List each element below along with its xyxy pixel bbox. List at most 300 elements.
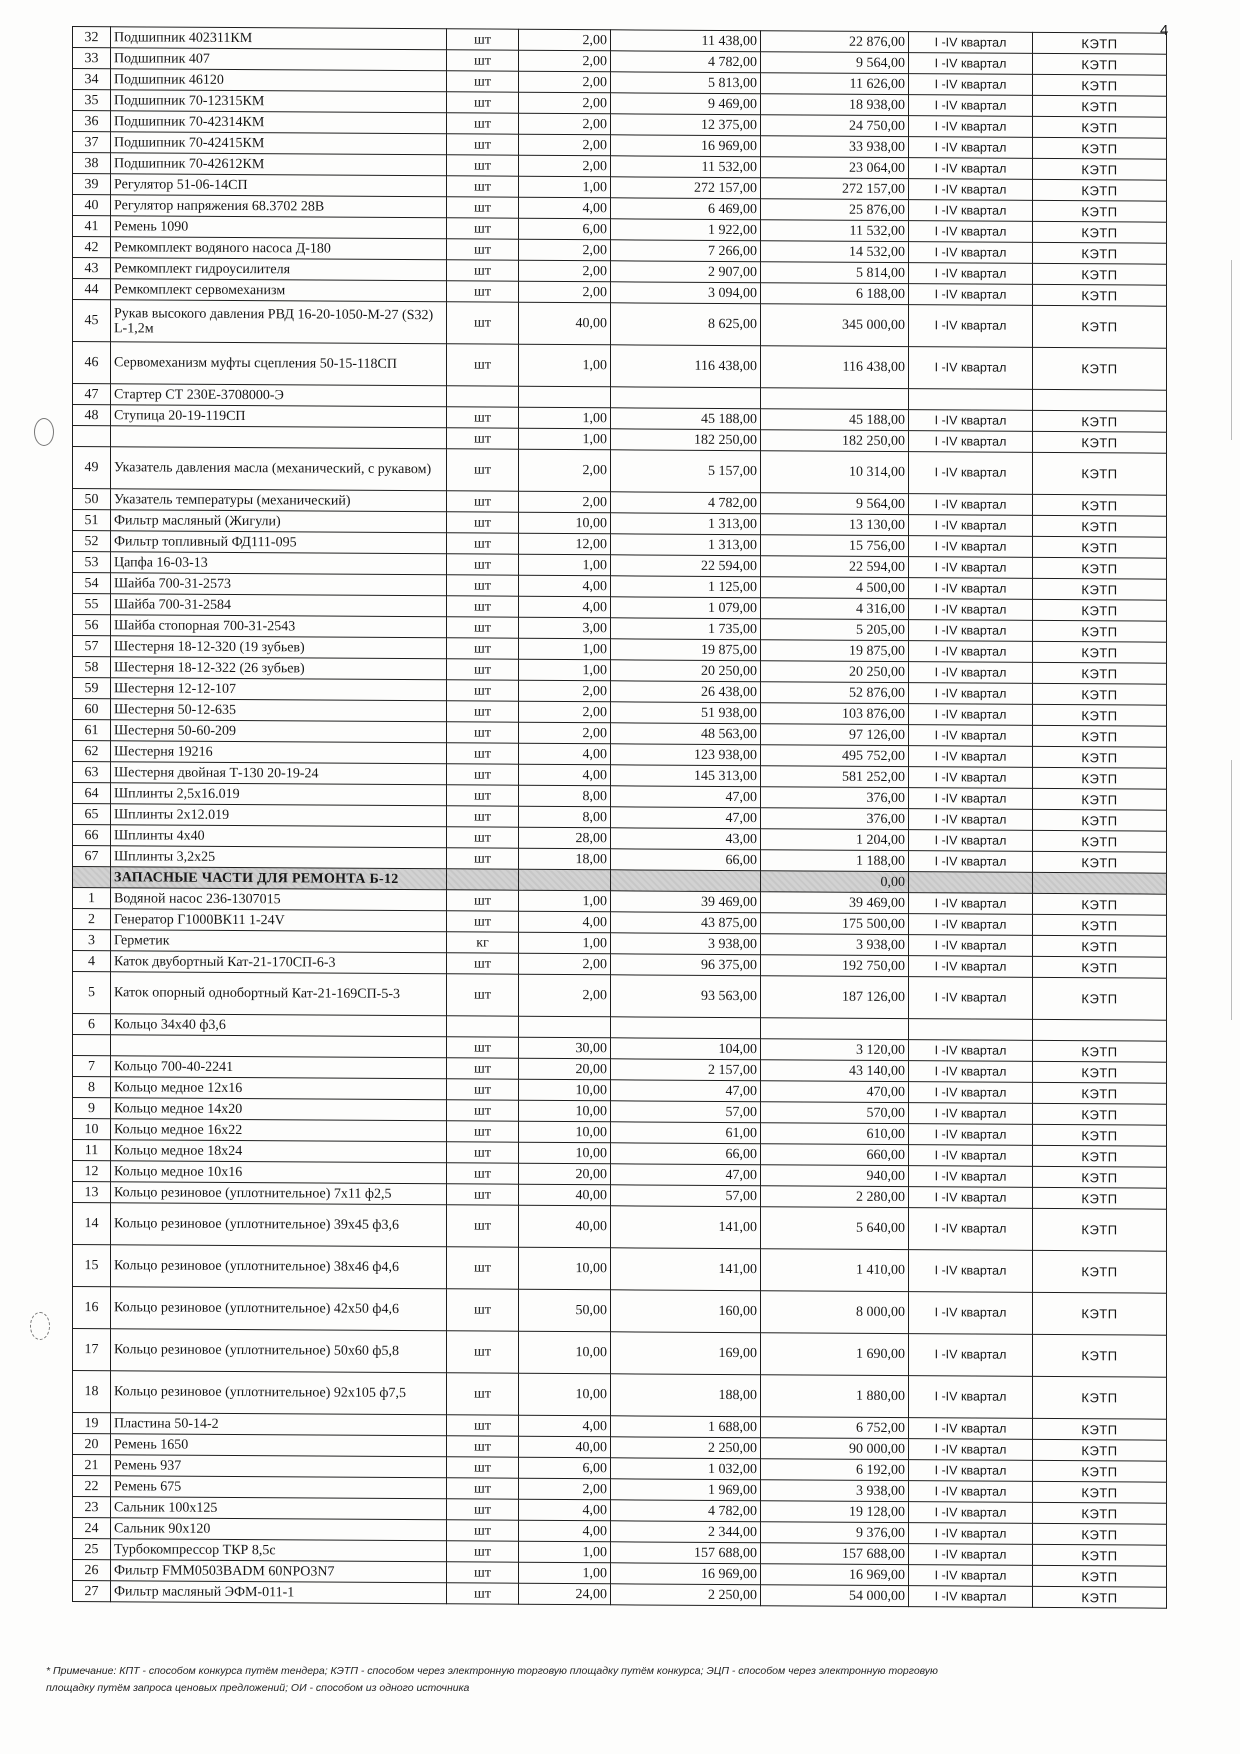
quantity-cell: 6,00 xyxy=(519,1457,611,1479)
row-number-cell: 55 xyxy=(73,594,111,615)
total-amount-cell: 90 000,00 xyxy=(761,1438,909,1460)
quantity-cell: 3,00 xyxy=(519,617,611,639)
quantity-cell: 10,00 xyxy=(519,1373,611,1416)
item-name-cell: Фильтр топливный ФД111-095 xyxy=(111,531,447,554)
delivery-period-cell: I -IV квартал xyxy=(909,1460,1033,1482)
quantity-cell: 20,00 xyxy=(519,1058,611,1080)
item-name-cell: Пластина 50-14-2 xyxy=(111,1413,447,1436)
row-number-cell: 41 xyxy=(73,216,111,237)
unit-price-cell: 51 938,00 xyxy=(611,702,761,724)
delivery-period-cell: I -IV квартал xyxy=(909,914,1033,936)
procurement-table-sheet xyxy=(72,26,1166,1609)
procurement-method-cell: КЭТП xyxy=(1033,284,1167,306)
total-amount-cell: 175 500,00 xyxy=(761,913,909,935)
quantity-cell: 10,00 xyxy=(519,1121,611,1143)
delivery-period-cell: I -IV квартал xyxy=(909,284,1033,306)
unit-price-cell: 45 188,00 xyxy=(611,408,761,430)
total-amount-cell: 45 188,00 xyxy=(761,409,909,431)
quantity-cell: 2,00 xyxy=(519,680,611,702)
total-amount-cell: 97 126,00 xyxy=(761,724,909,746)
row-number-cell: 65 xyxy=(73,804,111,825)
unit-price-cell: 160,00 xyxy=(611,1290,761,1333)
procurement-method-cell: КЭТП xyxy=(1033,1292,1167,1335)
row-number-cell: 34 xyxy=(73,69,111,90)
row-number-cell: 40 xyxy=(73,195,111,216)
total-amount-cell: 3 120,00 xyxy=(761,1039,909,1061)
item-name-cell: Шестерня 18-12-320 (19 зубьев) xyxy=(111,636,447,659)
total-amount-cell: 116 438,00 xyxy=(761,346,909,389)
row-number-cell: 44 xyxy=(73,279,111,300)
delivery-period-cell: I -IV квартал xyxy=(909,893,1033,915)
unit-cell: шт xyxy=(447,953,519,974)
item-name-cell: Турбокомпрессор ТКР 8,5с xyxy=(111,1539,447,1562)
delivery-period-cell: I -IV квартал xyxy=(909,242,1033,264)
unit-cell: шт xyxy=(447,1142,519,1163)
procurement-method-cell: КЭТП xyxy=(1033,641,1167,663)
row-number-cell: 63 xyxy=(73,762,111,783)
item-name-cell: Сервомеханизм муфты сцепления 50-15-118СП xyxy=(111,342,447,386)
unit-price-cell: 1 922,00 xyxy=(611,219,761,241)
delivery-period-cell xyxy=(909,389,1033,411)
item-name-cell: Фильтр FMM0503BADM 60NPO3N7 xyxy=(111,1560,447,1583)
unit-cell: шт xyxy=(447,449,519,491)
unit-cell: шт xyxy=(447,617,519,638)
delivery-period-cell: I -IV квартал xyxy=(909,662,1033,684)
unit-cell: шт xyxy=(447,134,519,155)
total-amount-cell: 4 500,00 xyxy=(761,577,909,599)
procurement-method-cell: КЭТП xyxy=(1033,809,1167,831)
delivery-period-cell: I -IV квартал xyxy=(909,620,1033,642)
delivery-period-cell: I -IV квартал xyxy=(909,956,1033,978)
item-name-cell: Фильтр масляный (Жигули) xyxy=(111,510,447,533)
row-number-cell: 4 xyxy=(73,951,111,972)
total-amount-cell: 11 626,00 xyxy=(761,73,909,95)
unit-cell: шт xyxy=(447,1457,519,1478)
delivery-period-cell: I -IV квартал xyxy=(909,1565,1033,1587)
delivery-period-cell: I -IV квартал xyxy=(909,410,1033,432)
total-amount-cell: 192 750,00 xyxy=(761,955,909,977)
quantity-cell: 4,00 xyxy=(519,743,611,765)
total-amount-cell: 14 532,00 xyxy=(761,241,909,263)
procurement-method-cell: КЭТП xyxy=(1033,725,1167,747)
row-number-cell: 26 xyxy=(73,1560,111,1581)
delivery-period-cell: I -IV квартал xyxy=(909,1166,1033,1188)
item-name-cell: Указатель температуры (механический) xyxy=(111,489,447,512)
unit-cell: шт xyxy=(447,50,519,71)
unit-price-cell: 8 625,00 xyxy=(611,303,761,346)
total-amount-cell: 570,00 xyxy=(761,1102,909,1124)
delivery-period-cell: I -IV квартал xyxy=(909,263,1033,285)
unit-cell: шт xyxy=(447,1163,519,1184)
delivery-period-cell: I -IV квартал xyxy=(909,977,1033,1020)
unit-cell: шт xyxy=(447,344,519,386)
unit-price-cell: 1 735,00 xyxy=(611,618,761,640)
quantity-cell: 4,00 xyxy=(519,1415,611,1437)
total-amount-cell: 52 876,00 xyxy=(761,682,909,704)
quantity-cell: 2,00 xyxy=(519,113,611,135)
quantity-cell: 4,00 xyxy=(519,575,611,597)
procurement-method-cell: КЭТП xyxy=(1033,1040,1167,1062)
punch-hole-mark xyxy=(30,1312,50,1340)
unit-price-cell: 47,00 xyxy=(611,1164,761,1186)
procurement-method-cell: КЭТП xyxy=(1033,1145,1167,1167)
unit-price-cell: 26 438,00 xyxy=(611,681,761,703)
item-name-cell: Шестерня 19216 xyxy=(111,741,447,764)
quantity-cell: 4,00 xyxy=(519,197,611,219)
item-name-cell: Каток двубортный Кат-21-170СП-6-3 xyxy=(111,951,447,974)
delivery-period-cell: I -IV квартал xyxy=(909,746,1033,768)
unit-cell: шт xyxy=(447,428,519,449)
punch-hole-mark xyxy=(34,418,54,446)
row-number-cell: 18 xyxy=(73,1371,111,1413)
item-name-cell: Шплинты 4х40 xyxy=(111,825,447,848)
procurement-method-cell xyxy=(1033,872,1167,894)
unit-cell: шт xyxy=(447,1499,519,1520)
procurement-method-cell: КЭТП xyxy=(1033,95,1167,117)
delivery-period-cell: I -IV квартал xyxy=(909,305,1033,348)
quantity-cell: 2,00 xyxy=(519,701,611,723)
unit-price-cell: 47,00 xyxy=(611,786,761,808)
unit-cell: шт xyxy=(447,176,519,197)
procurement-method-cell: КЭТП xyxy=(1033,1523,1167,1545)
delivery-period-cell: I -IV квартал xyxy=(909,200,1033,222)
delivery-period-cell: I -IV квартал xyxy=(909,32,1033,54)
row-number-cell: 13 xyxy=(73,1182,111,1203)
total-amount-cell: 345 000,00 xyxy=(761,304,909,347)
item-name-cell: Шестерня двойная Т-130 20-19-24 xyxy=(111,762,447,785)
row-number-cell: 24 xyxy=(73,1518,111,1539)
delivery-period-cell: I -IV квартал xyxy=(909,1586,1033,1608)
unit-price-cell: 1 688,00 xyxy=(611,1416,761,1438)
unit-price-cell: 43,00 xyxy=(611,828,761,850)
procurement-method-cell: КЭТП xyxy=(1033,683,1167,705)
quantity-cell: 2,00 xyxy=(519,134,611,156)
quantity-cell: 28,00 xyxy=(519,827,611,849)
row-number-cell xyxy=(73,426,111,447)
quantity-cell: 10,00 xyxy=(519,1079,611,1101)
unit-cell: шт xyxy=(447,155,519,176)
table-row xyxy=(73,1371,1167,1420)
delivery-period-cell: I -IV квартал xyxy=(909,1418,1033,1440)
unit-cell: шт xyxy=(447,92,519,113)
quantity-cell: 40,00 xyxy=(519,1205,611,1248)
delivery-period-cell: I -IV квартал xyxy=(909,1334,1033,1377)
delivery-period-cell: I -IV квартал xyxy=(909,557,1033,579)
row-number-cell: 62 xyxy=(73,741,111,762)
item-name-cell: Цапфа 16-03-13 xyxy=(111,552,447,575)
unit-price-cell: 61,00 xyxy=(611,1122,761,1144)
procurement-method-cell: КЭТП xyxy=(1033,1418,1167,1440)
procurement-method-cell: КЭТП xyxy=(1033,851,1167,873)
procurement-method-cell: КЭТП xyxy=(1033,1061,1167,1083)
total-amount-cell: 20 250,00 xyxy=(761,661,909,683)
unit-price-cell: 116 438,00 xyxy=(611,345,761,388)
unit-cell: шт xyxy=(447,1205,519,1247)
quantity-cell: 2,00 xyxy=(519,953,611,975)
unit-price-cell: 12 375,00 xyxy=(611,114,761,136)
total-amount-cell: 581 252,00 xyxy=(761,766,909,788)
delivery-period-cell: I -IV квартал xyxy=(909,452,1033,495)
procurement-method-cell: КЭТП xyxy=(1033,557,1167,579)
procurement-method-cell: КЭТП xyxy=(1033,1544,1167,1566)
item-name-cell: Кольцо резиновое (уплотнительное) 7х11 ф2,5 xyxy=(111,1182,447,1205)
row-number-cell: 7 xyxy=(73,1056,111,1077)
unit-cell: шт xyxy=(447,239,519,260)
procurement-method-cell: КЭТП xyxy=(1033,1586,1167,1608)
row-number-cell: 14 xyxy=(73,1203,111,1245)
item-name-cell: Шплинты 2х12.019 xyxy=(111,804,447,827)
unit-cell: шт xyxy=(447,302,519,344)
page-number: 4 xyxy=(1160,22,1169,39)
delivery-period-cell: I -IV квартал xyxy=(909,179,1033,201)
row-number-cell: 37 xyxy=(73,132,111,153)
unit-price-cell: 22 594,00 xyxy=(611,555,761,577)
footnote-line: площадку путём запроса ценовых предложений; ОИ - способом из одного источника xyxy=(46,1682,470,1694)
delivery-period-cell: I -IV квартал xyxy=(909,1292,1033,1335)
procurement-method-cell: КЭТП xyxy=(1033,32,1167,54)
procurement-method-cell: КЭТП xyxy=(1033,893,1167,915)
item-name-cell: Кольцо 34х40 ф3,6 xyxy=(111,1014,447,1037)
procurement-method-cell: КЭТП xyxy=(1033,179,1167,201)
quantity-cell: 12,00 xyxy=(519,533,611,555)
procurement-method-cell: КЭТП xyxy=(1033,137,1167,159)
procurement-method-cell: КЭТП xyxy=(1033,767,1167,789)
procurement-method-cell: КЭТП xyxy=(1033,1439,1167,1461)
row-number-cell: 51 xyxy=(73,510,111,531)
row-number-cell: 11 xyxy=(73,1140,111,1161)
unit-cell xyxy=(447,869,519,890)
quantity-cell: 30,00 xyxy=(519,1037,611,1059)
procurement-method-cell: КЭТП xyxy=(1033,1502,1167,1524)
delivery-period-cell: I -IV квартал xyxy=(909,1145,1033,1167)
unit-price-cell: 5 813,00 xyxy=(611,72,761,94)
unit-cell: шт xyxy=(447,71,519,92)
total-amount-cell: 43 140,00 xyxy=(761,1060,909,1082)
row-number-cell: 67 xyxy=(73,846,111,867)
quantity-cell: 2,00 xyxy=(519,260,611,282)
row-number-cell: 16 xyxy=(73,1287,111,1329)
row-number-cell: 46 xyxy=(73,342,111,384)
row-number-cell: 8 xyxy=(73,1077,111,1098)
delivery-period-cell: I -IV квартал xyxy=(909,704,1033,726)
delivery-period-cell: I -IV квартал xyxy=(909,347,1033,390)
item-name-cell: Ремень 1650 xyxy=(111,1434,447,1457)
item-name-cell: Шайба стопорная 700-31-2543 xyxy=(111,615,447,638)
quantity-cell: 2,00 xyxy=(519,92,611,114)
unit-cell: шт xyxy=(447,680,519,701)
procurement-method-cell xyxy=(1033,389,1167,411)
unit-cell: шт xyxy=(447,806,519,827)
unit-cell: шт xyxy=(447,890,519,911)
row-number-cell: 47 xyxy=(73,384,111,405)
unit-price-cell: 47,00 xyxy=(611,1080,761,1102)
unit-cell: шт xyxy=(447,260,519,281)
quantity-cell: 2,00 xyxy=(519,281,611,303)
unit-cell: шт xyxy=(447,554,519,575)
total-amount-cell: 19 128,00 xyxy=(761,1501,909,1523)
row-number-cell: 56 xyxy=(73,615,111,636)
unit-price-cell: 1 079,00 xyxy=(611,597,761,619)
item-name-cell: Ступица 20-19-119СП xyxy=(111,405,447,428)
unit-price-cell: 123 938,00 xyxy=(611,744,761,766)
procurement-method-cell: КЭТП xyxy=(1033,788,1167,810)
unit-cell: шт xyxy=(447,1289,519,1331)
procurement-method-cell: КЭТП xyxy=(1033,305,1167,348)
row-number-cell: 52 xyxy=(73,531,111,552)
unit-price-cell xyxy=(611,387,761,409)
total-amount-cell: 660,00 xyxy=(761,1144,909,1166)
procurement-method-cell: КЭТП xyxy=(1033,200,1167,222)
quantity-cell: 2,00 xyxy=(519,50,611,72)
unit-cell: шт xyxy=(447,1520,519,1541)
procurement-method-cell: КЭТП xyxy=(1033,1082,1167,1104)
item-name-cell: Ремень 675 xyxy=(111,1476,447,1499)
unit-cell: шт xyxy=(447,1415,519,1436)
item-name-cell: Каток опорный однобортный Кат-21-169СП-5-3 xyxy=(111,972,447,1016)
item-name-cell: Шайба 700-31-2584 xyxy=(111,594,447,617)
item-name-cell: Кольцо медное 14х20 xyxy=(111,1098,447,1121)
unit-cell: шт xyxy=(447,1100,519,1121)
unit-price-cell: 16 969,00 xyxy=(611,1563,761,1585)
quantity-cell xyxy=(519,1016,611,1038)
unit-cell: шт xyxy=(447,1436,519,1457)
unit-cell xyxy=(447,386,519,407)
row-number-cell: 6 xyxy=(73,1014,111,1035)
delivery-period-cell: I -IV квартал xyxy=(909,935,1033,957)
unit-cell: шт xyxy=(447,218,519,239)
total-amount-cell: 940,00 xyxy=(761,1165,909,1187)
table-body xyxy=(73,27,1167,1609)
item-name-cell: Кольцо резиновое (уплотнительное) 39х45 ф3,6 xyxy=(111,1203,447,1247)
procurement-method-cell: КЭТП xyxy=(1033,263,1167,285)
quantity-cell: 1,00 xyxy=(519,932,611,954)
delivery-period-cell: I -IV квартал xyxy=(909,830,1033,852)
procurement-method-cell: КЭТП xyxy=(1033,452,1167,495)
item-name-cell: Подшипник 70-42415КМ xyxy=(111,132,447,155)
total-amount-cell: 8 000,00 xyxy=(761,1291,909,1334)
item-name-cell: Рукав высокого давления РВД 16-20-1050-М-27 (S32) L-1,2м xyxy=(111,300,447,344)
quantity-cell xyxy=(519,386,611,408)
total-amount-cell: 13 130,00 xyxy=(761,514,909,536)
procurement-method-cell: КЭТП xyxy=(1033,1376,1167,1419)
procurement-method-cell: КЭТП xyxy=(1033,620,1167,642)
item-name-cell: Указатель давления масла (механический, с рукавом) xyxy=(111,447,447,491)
total-amount-cell: 5 205,00 xyxy=(761,619,909,641)
unit-cell: шт xyxy=(447,281,519,302)
unit-cell: шт xyxy=(447,407,519,428)
delivery-period-cell: I -IV квартал xyxy=(909,1124,1033,1146)
quantity-cell: 1,00 xyxy=(519,176,611,198)
row-number-cell: 21 xyxy=(73,1455,111,1476)
row-number-cell: 32 xyxy=(73,27,111,48)
quantity-cell: 1,00 xyxy=(519,890,611,912)
unit-cell: шт xyxy=(447,1121,519,1142)
row-number-cell: 20 xyxy=(73,1434,111,1455)
unit-price-cell: 3 094,00 xyxy=(611,282,761,304)
unit-price-cell: 4 782,00 xyxy=(611,1500,761,1522)
item-name-cell: Кольцо медное 16х22 xyxy=(111,1119,447,1142)
table-row xyxy=(73,1329,1167,1378)
total-amount-cell: 10 314,00 xyxy=(761,451,909,494)
procurement-method-cell: КЭТП xyxy=(1033,704,1167,726)
unit-price-cell: 1 313,00 xyxy=(611,513,761,535)
item-name-cell: Ремкомплект гидроусилителя xyxy=(111,258,447,281)
footnote-line: * Примечание: КПТ - способом конкурса путём тендера; КЭТП - способом через электронную торговую площадку путём конкурса; ЭЦП - способом через электронную торговую xyxy=(46,1665,938,1677)
total-amount-cell: 157 688,00 xyxy=(761,1543,909,1565)
item-name-cell: Шестерня 50-12-635 xyxy=(111,699,447,722)
procurement-method-cell: КЭТП xyxy=(1033,515,1167,537)
quantity-cell: 4,00 xyxy=(519,1499,611,1521)
row-number-cell: 45 xyxy=(73,300,111,342)
row-number-cell: 36 xyxy=(73,111,111,132)
row-number-cell: 3 xyxy=(73,930,111,951)
row-number-cell: 27 xyxy=(73,1581,111,1602)
quantity-cell: 4,00 xyxy=(519,911,611,933)
quantity-cell: 2,00 xyxy=(519,491,611,513)
total-amount-cell: 1 410,00 xyxy=(761,1249,909,1292)
total-amount-cell: 39 469,00 xyxy=(761,892,909,914)
delivery-period-cell: I -IV квартал xyxy=(909,1040,1033,1062)
total-amount-cell: 1 880,00 xyxy=(761,1375,909,1418)
unit-price-cell xyxy=(611,870,761,892)
unit-cell: шт xyxy=(447,1058,519,1079)
unit-price-cell: 272 157,00 xyxy=(611,177,761,199)
row-number-cell: 59 xyxy=(73,678,111,699)
unit-price-cell: 1 032,00 xyxy=(611,1458,761,1480)
unit-price-cell: 157 688,00 xyxy=(611,1542,761,1564)
quantity-cell: 2,00 xyxy=(519,155,611,177)
unit-cell: шт xyxy=(447,29,519,50)
row-number-cell: 23 xyxy=(73,1497,111,1518)
procurement-method-cell: КЭТП xyxy=(1033,1187,1167,1209)
unit-cell: шт xyxy=(447,113,519,134)
procurement-method-cell: КЭТП xyxy=(1033,53,1167,75)
unit-cell: шт xyxy=(447,722,519,743)
unit-price-cell: 6 469,00 xyxy=(611,198,761,220)
unit-price-cell: 2 907,00 xyxy=(611,261,761,283)
row-number-cell: 2 xyxy=(73,909,111,930)
procurement-method-cell: КЭТП xyxy=(1033,578,1167,600)
quantity-cell: 40,00 xyxy=(519,1184,611,1206)
total-amount-cell: 5 640,00 xyxy=(761,1207,909,1250)
delivery-period-cell: I -IV квартал xyxy=(909,1523,1033,1545)
quantity-cell: 10,00 xyxy=(519,1331,611,1374)
scan-edge-mark xyxy=(1231,760,1232,1020)
quantity-cell: 40,00 xyxy=(519,302,611,345)
delivery-period-cell: I -IV квартал xyxy=(909,578,1033,600)
row-number-cell: 25 xyxy=(73,1539,111,1560)
unit-cell: шт xyxy=(447,764,519,785)
procurement-method-cell: КЭТП xyxy=(1033,74,1167,96)
total-amount-cell: 6 192,00 xyxy=(761,1459,909,1481)
row-number-cell: 17 xyxy=(73,1329,111,1371)
quantity-cell: 6,00 xyxy=(519,218,611,240)
total-amount-cell: 18 938,00 xyxy=(761,94,909,116)
item-name-cell: ЗАПАСНЫЕ ЧАСТИ ДЛЯ РЕМОНТА Б-12 xyxy=(111,867,447,890)
row-number-cell xyxy=(73,867,111,888)
procurement-method-cell: КЭТП xyxy=(1033,410,1167,432)
unit-cell: шт xyxy=(447,848,519,869)
total-amount-cell: 1 188,00 xyxy=(761,850,909,872)
delivery-period-cell: I -IV квартал xyxy=(909,95,1033,117)
row-number-cell: 38 xyxy=(73,153,111,174)
item-name-cell: Подшипник 407 xyxy=(111,48,447,71)
unit-price-cell: 141,00 xyxy=(611,1248,761,1291)
total-amount-cell: 25 876,00 xyxy=(761,199,909,221)
quantity-cell xyxy=(519,869,611,891)
item-name-cell: Герметик xyxy=(111,930,447,953)
item-name-cell: Кольцо медное 18х24 xyxy=(111,1140,447,1163)
